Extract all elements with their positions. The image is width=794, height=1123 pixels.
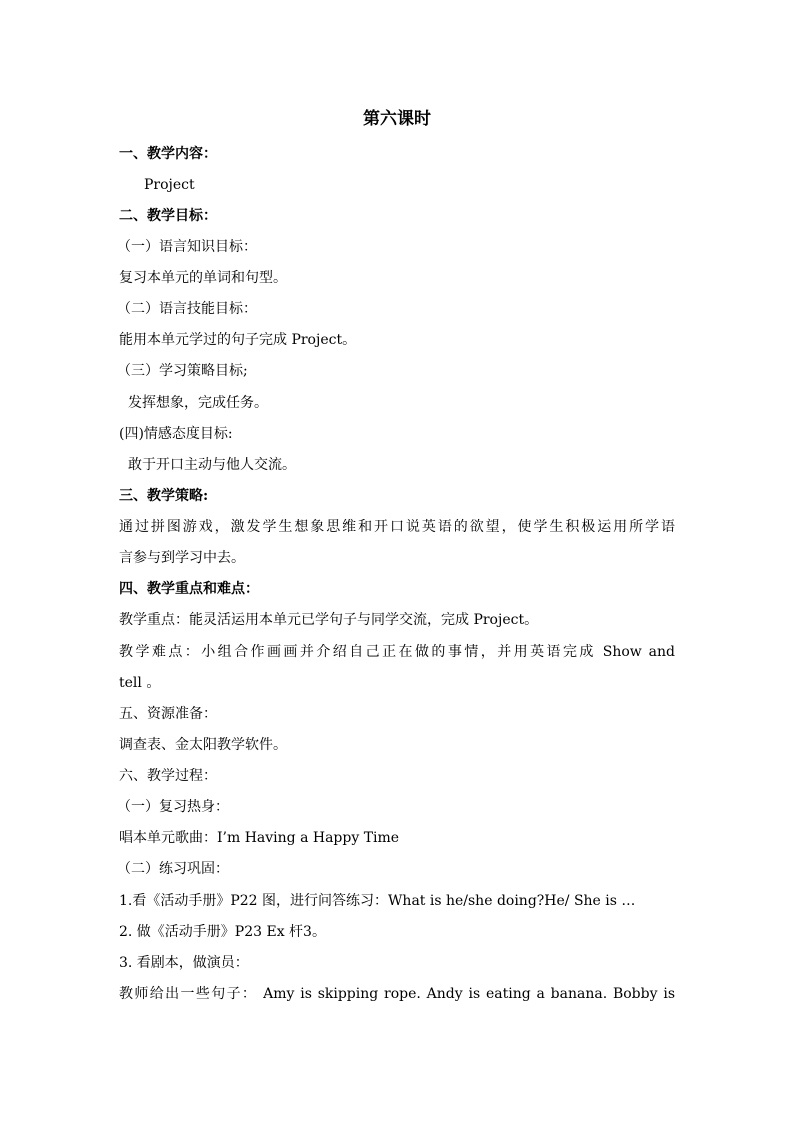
body-text: 敢于开口主动与他人交流。 <box>128 457 296 473</box>
body-text: 发挥想象，完成任务。 <box>128 395 268 411</box>
body-text: 教学难点：小组合作画画并介绍自己正在做的事情，并用英语完成 Show and <box>119 644 675 660</box>
body-text: 教学重点：能灵活运用本单元已学句子与同学交流，完成 Project。 <box>119 612 539 628</box>
section-heading-content: 一、教学内容： <box>119 146 217 162</box>
section-heading-objectives: 二、教学目标： <box>119 208 217 224</box>
body-text: 调查表、金太阳教学软件。 <box>119 737 287 753</box>
section-heading-key-points: 四、教学重点和难点： <box>119 581 259 597</box>
body-text: 言参与到学习中去。 <box>119 550 245 566</box>
content-text: Project <box>144 177 195 193</box>
body-text: 唱本单元歌曲：I’m Having a Happy Time <box>119 830 400 846</box>
list-item: 2. 做《活动手册》P23 Ex 杆3。 <box>119 924 326 940</box>
section-heading-strategy: 三、教学策略: <box>119 488 209 504</box>
body-text: 通过拼图游戏，激发学生想象思维和开口说英语的欲望，使学生积极运用所学语 <box>119 519 675 535</box>
subheading-attitude: (四)情感态度目标: <box>119 426 233 442</box>
list-item: 1.看《活动手册》P22 图，进行问答练习：What is he/she doing?He/ She is … <box>119 893 636 909</box>
body-text: 能用本单元学过的句子完成 Project。 <box>119 332 357 348</box>
subheading-practice: （二）练习巩固： <box>117 861 229 877</box>
subheading-skills: （二）语言技能目标： <box>117 301 257 317</box>
body-text: 复习本单元的单词和句型。 <box>119 270 287 286</box>
subheading-knowledge: （一）语言知识目标： <box>117 239 257 255</box>
section-heading-process: 六、教学过程： <box>119 768 217 784</box>
page-title: 第六课时 <box>363 109 431 129</box>
section-heading-resources: 五、资源准备： <box>119 706 217 722</box>
body-text: tell 。 <box>119 675 161 691</box>
body-text: 教师给出一些句子： Amy is skipping rope. Andy is eating a banana. Bobby is <box>119 986 675 1002</box>
subheading-strategy: （三）学习策略目标; <box>117 363 248 379</box>
list-item: 3. 看剧本，做演员： <box>119 955 249 971</box>
subheading-warmup: （一）复习热身： <box>117 799 229 815</box>
